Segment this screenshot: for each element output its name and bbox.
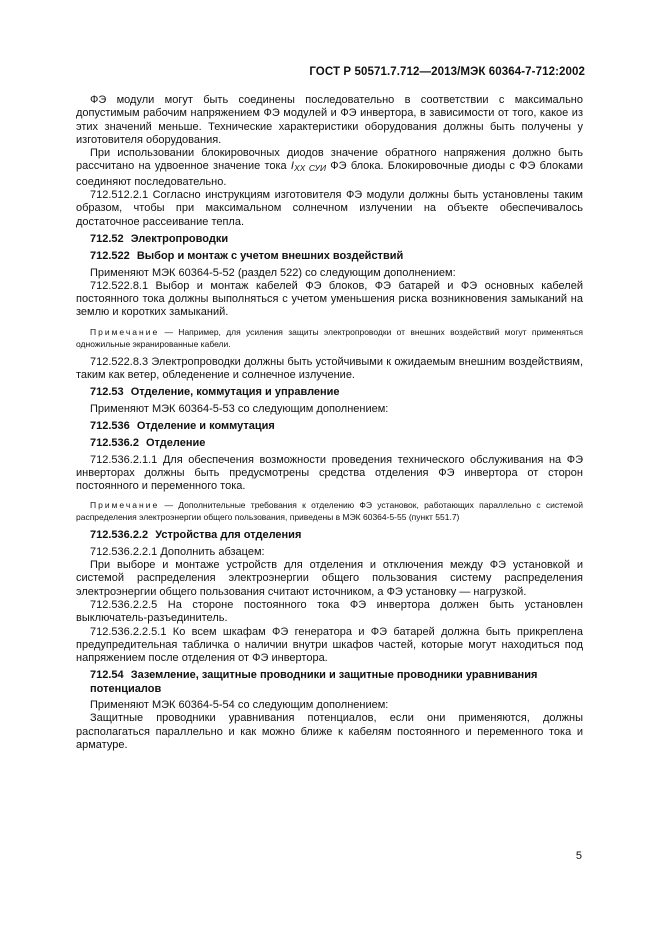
paragraph: 712.512.2.1 Согласно инструкциям изготовителя ФЭ модули должны быть установлены таким образом, чтобы при максимальном солнечном излучении на объекте обеспечивалось достаточное рассеивание тепла.: [76, 189, 583, 228]
section-number: 712.522: [90, 250, 130, 263]
paragraph: ФЭ модули могут быть соединены последовательно в соответствии с максимально допустимым рабочим напряжением ФЭ модулей и ФЭ инвертора, в зависимости от того, какое из этих значений меньше. Технические характеристики оборудования должны быть получены у изготовителя оборудования.: [76, 94, 583, 146]
note-text: — Дополнительные требования к отделению ФЭ установок, работающих параллельно с системой распределения электроэнергии общего пользования, приведены в МЭК 60364-5-55 (пункт 551.7): [76, 500, 583, 523]
section-number: 712.52: [90, 232, 124, 245]
paragraph: Защитные проводники уравнивания потенциалов, если они применяются, должны располагаться параллельно и как можно ближе к кабелям постоянного и переменного тока и арматуре.: [76, 712, 583, 751]
paragraph: Применяют МЭК 60364-5-53 со следующим дополнением:: [90, 402, 389, 415]
current-symbol: I: [290, 160, 294, 173]
paragraph: 712.522.8.1 Выбор и монтаж кабелей ФЭ блоков, ФЭ батарей и ФЭ основных кабелей постоянного тока должны выполняться с учетом уменьшения риска возникновения замыканий на землю и коротких замыканий.: [76, 279, 583, 319]
paragraph: 712.536.2.1.1 Для обеспечения возможности проведения технического обслуживания на ФЭ инверторах должны быть предусмотрены средства отделения ФЭ инвертора от сторон постоянного и переменного тока.: [76, 453, 583, 493]
section-title: Отделение: [146, 437, 206, 450]
section-title: Заземление, защитные проводники и защитные проводники уравнивания потенциалов: [90, 669, 538, 695]
section-heading: [76, 529, 583, 542]
paragraph: При выборе и монтаже устройств для отделения и отключения между ФЭ установкой и системой распределения электроэнергии общего пользования систему распределения электроэнергии общего пользования считают источником, а ФЭ установку — нагрузкой.: [76, 559, 583, 598]
section-heading: [76, 386, 583, 399]
paragraph: 712.522.8.3 Электропроводки должны быть устойчивыми к ожидаемым внешним воздействиям, таким как ветер, обледенение и солнечное излучение.: [76, 355, 583, 382]
section-number: 712.54: [90, 669, 124, 682]
section-heading: [76, 250, 583, 263]
note-label: Примечание: [90, 326, 160, 337]
note: [76, 499, 583, 523]
section-title: Отделение и коммутация: [136, 419, 275, 432]
note-text: — Например, для усиления защиты электропроводки от внешних воздействий могут применяться одножильные экранированные кабели.: [76, 326, 583, 349]
paragraph: Применяют МЭК 60364-5-52 (раздел 522) со следующим дополнением:: [90, 266, 456, 279]
section-number: 712.536: [90, 419, 130, 432]
paragraph: Применяют МЭК 60364-5-54 со следующим дополнением:: [90, 698, 389, 711]
section-title: Устройства для отделения: [155, 529, 302, 542]
section-heading: [76, 420, 583, 433]
section-number: 712.536.2: [90, 437, 139, 450]
section-title: Выбор и монтаж с учетом внешних воздействий: [136, 250, 404, 263]
paragraph-text: ФЭ блока. Блокировочные диоды с ФЭ блоками соединяют последовательно.: [76, 160, 584, 188]
paragraph-text: При использовании блокировочных диодов значение обратного напряжения должно быть рассчитано на удвоенное значение тока: [76, 147, 583, 173]
note-label: Примечание: [90, 500, 160, 511]
paragraph: 712.536.2.2.1 Дополнить абзацем:: [90, 545, 265, 558]
section-title: Электропроводки: [130, 232, 229, 245]
note: [76, 326, 583, 350]
paragraph: 712.536.2.2.5 На стороне постоянного тока ФЭ инвертора должен быть установлен выключатель-разъединитель.: [76, 598, 583, 625]
current-subscript: XX СУИ: [293, 163, 327, 174]
section-number: 712.53: [90, 386, 124, 399]
document-body: [76, 94, 583, 752]
paragraph: [76, 147, 583, 189]
paragraph: 712.536.2.2.5.1 Ко всем шкафам ФЭ генератора и ФЭ батарей должна быть прикреплена предупредительная табличка о наличии внутри шкафов частей, которые могут находиться под напряжением после отделения от ФЭ инвертора.: [76, 625, 583, 665]
section-heading: [76, 669, 583, 696]
section-number: 712.536.2.2: [90, 529, 149, 542]
page-number: 5: [575, 850, 582, 862]
section-title: Отделение, коммутация и управление: [130, 386, 340, 399]
section-heading: [76, 437, 583, 450]
section-heading: [76, 233, 583, 246]
document-header: ГОСТ Р 50571.7.712—2013/МЭК 60364-7-712:2002: [309, 66, 585, 78]
